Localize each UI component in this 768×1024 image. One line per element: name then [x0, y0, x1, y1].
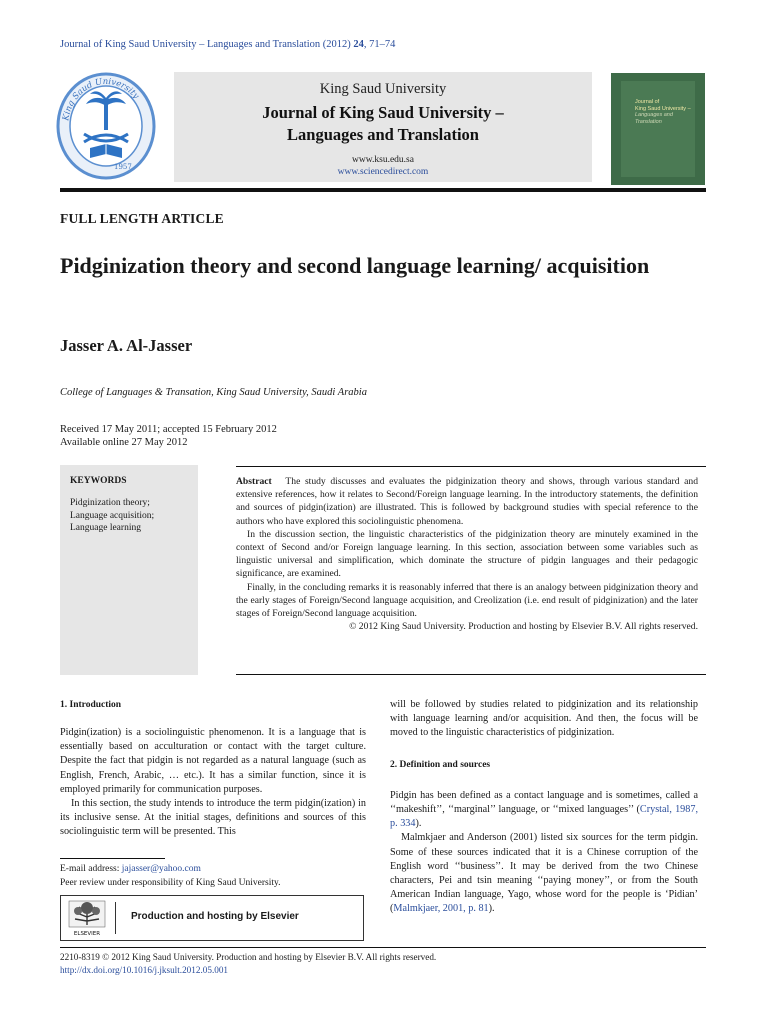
author-affiliation: College of Languages & Transation, King Saud University, Saudi Arabia	[60, 387, 367, 398]
journal-citation[interactable]	[60, 39, 395, 50]
journal-header	[174, 72, 592, 182]
journal-volume: 24	[353, 39, 364, 50]
doi-block	[60, 951, 436, 976]
peer-review-note: Peer review under responsibility of King Saud University.	[60, 877, 281, 888]
journal-cover-thumbnail	[611, 73, 705, 185]
journal-title	[174, 102, 592, 146]
article-title: Pidginization theory and second language learning/ acquisition	[60, 253, 650, 278]
cover-line4: Translation	[635, 118, 662, 125]
email-label: E-mail address:	[60, 864, 122, 874]
abstract-label: Abstract	[236, 476, 272, 487]
received-date: Received 17 May 2011; accepted 15 February 2012	[60, 424, 277, 435]
keywords-box	[60, 465, 198, 675]
elsevier-logo-text: ELSEVIER	[73, 931, 101, 937]
abstract-paragraph-2: In the discussion section, the linguistic characteristics of the pidginization theory are minutely examined in the context of Second and/or Foreign language learning. In this section, association between some variables such as linguistic universal and simplification, which dominate the structure of pidgin languages and their pedagogic significance, are examined.	[236, 528, 698, 580]
header-divider	[60, 188, 706, 192]
journal-title-line1: Journal of King Saud University –	[262, 103, 504, 122]
intro-continuation: will be followed by studies related to pidginization and its relationship with language learning and/or acquisition. And then, the focus will be moved to the linguistic characteristics of pidginization.	[390, 699, 698, 739]
definition-p2-end: ).	[488, 903, 495, 915]
elsevier-separator	[115, 902, 116, 934]
abstract-bottom-rule	[236, 674, 706, 675]
definition-p1-end: ).	[415, 818, 422, 830]
cover-line1: Journal of	[635, 99, 660, 105]
keyword-item: Pidginization theory;	[70, 498, 150, 508]
journal-pages: , 71–74	[363, 39, 396, 50]
issn-copyright: 2210-8319 © 2012 King Saud University. Production and hosting by Elsevier B.V. All rights reserved.	[60, 952, 437, 962]
article-dates	[60, 423, 277, 449]
email-link[interactable]: jajasser@yahoo.com	[121, 864, 201, 874]
definition-p1-text: Pidgin has been defined as a contact language and is sometimes, called a ‘‘makeshift’’, ‘‘marginal’’ language, or ‘‘mixed languages’’ (	[390, 789, 698, 816]
section-heading-introduction: 1. Introduction	[60, 700, 122, 710]
cover-line3: Languages and	[635, 112, 673, 118]
ksu-url-link[interactable]: www.ksu.edu.sa	[352, 155, 414, 165]
journal-citation-text: Journal of King Saud University – Languages and Translation (2012)	[60, 39, 354, 50]
cover-title-text	[635, 99, 693, 125]
article-type-label: FULL LENGTH ARTICLE	[60, 211, 224, 226]
abstract-paragraph-1: The study discusses and evaluates the pidginization theory and shows, through various standard and extensive references, how it relates to Second/Foreign language learning. In the introductory statements, the definition and sources of pidgin(ization) are illustrated. This is followed by background studies with special reference to the authors who have explored this sociolinguistic phenomena.	[236, 476, 698, 527]
bottom-divider	[60, 947, 706, 948]
citation-link-malmkjaer[interactable]: Malmkjaer, 2001, p. 81	[393, 903, 489, 915]
sciencedirect-link[interactable]: www.sciencedirect.com	[337, 167, 429, 177]
cover-panel	[621, 81, 695, 177]
keywords-list	[70, 497, 154, 535]
footnotes	[60, 863, 280, 890]
keyword-item: Language learning	[70, 523, 141, 533]
citation-link-crystal[interactable]: Crystal, 1987, p. 334	[390, 804, 698, 830]
abstract-top-rule	[236, 466, 706, 467]
email-footnote	[60, 863, 280, 877]
elsevier-logo	[67, 899, 107, 937]
intro-paragraph-1: Pidgin(ization) is a sociolinguistic phenomenon. It is a language that is essentially based on acculturation or contact with the target culture. Despite the fact that pidgin is not regarded as a natural language (such as English, French, Arabic, … etc.). It has a similar function, since it is employed primarily for communication purposes.	[60, 727, 366, 795]
elsevier-hosting-text: Production and hosting by Elsevier	[131, 911, 299, 922]
abstract	[236, 475, 698, 633]
section-heading-definition: 2. Definition and sources	[390, 759, 491, 770]
abstract-paragraph-3: Finally, in the concluding remarks it is reasonably inferred that there is an analogy between pidginization theory and the early stages of Foreign/Second language acquisition, and Creolization (i.e. end result of pidginization) and the later stages of Foreign/Second language acquisition.	[236, 581, 698, 620]
available-date: Available online 27 May 2012	[60, 437, 188, 448]
definition-paragraph-1	[390, 789, 698, 832]
doi-link[interactable]: http://dx.doi.org/10.1016/j.jksult.2012.05.001	[60, 964, 229, 975]
cover-line2: King Saud University –	[635, 105, 691, 112]
keywords-heading: KEYWORDS	[70, 476, 127, 486]
intro-paragraph-2: In this section, the study intends to introduce the term pidgin(ization) in its inclusive sense. At the initial stages, definitions and sources of this sociolinguistic term will be presented. This	[60, 798, 366, 838]
abstract-copyright: © 2012 King Saud University. Production and hosting by Elsevier B.V. All rights reserved.	[349, 621, 698, 633]
right-column-body	[390, 698, 698, 917]
author-name: Jasser A. Al-Jasser	[60, 336, 193, 355]
seal-ring-text: King Saud University	[61, 76, 141, 122]
footnote-rule	[60, 858, 165, 859]
keyword-item: Language acquisition;	[70, 510, 155, 521]
publisher-name: King Saud University	[319, 81, 447, 97]
university-seal-logo	[54, 68, 158, 180]
definition-p2-text: Malmkjaer and Anderson (2001) listed six sources for the term pidgin. Some of these sources indicated that it is a Chinese corruption of the English word ‘‘business’’. It may be derived from the two Chinese characters, Pei and tsin meaning ‘‘paying money’’, or from the South American Indian language, Yago, whose word for the people is ‘Pidian’ (	[390, 832, 698, 915]
journal-title-line2: Languages and Translation	[287, 125, 479, 144]
left-column-body	[60, 726, 366, 840]
elsevier-hosting-box	[60, 895, 364, 941]
definition-paragraph-2	[390, 831, 698, 916]
seal-year: 1957	[114, 163, 132, 171]
